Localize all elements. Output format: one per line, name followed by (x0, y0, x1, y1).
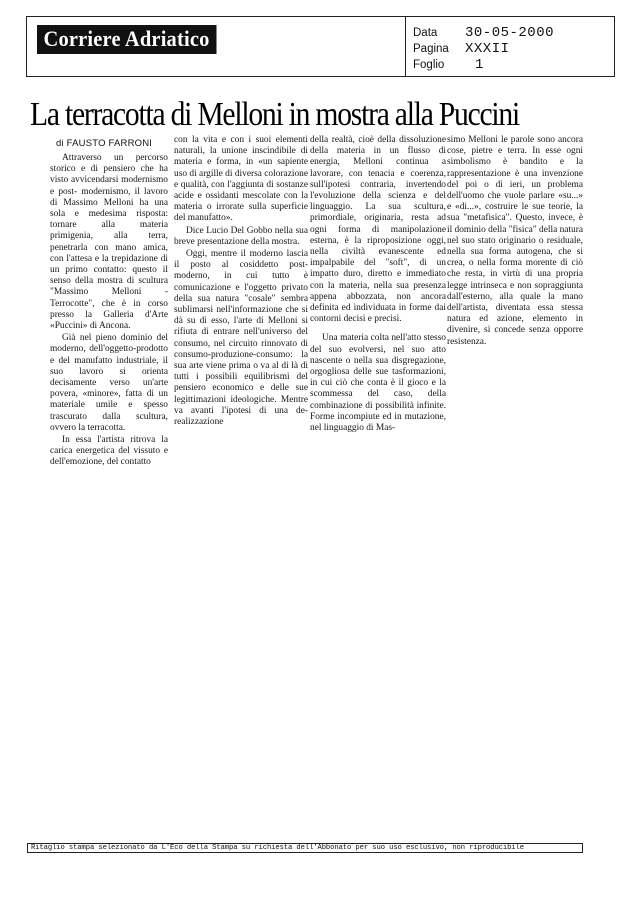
newspaper-masthead: Corriere Adriatico (37, 25, 216, 54)
article-byline: di FAUSTO FARRONI (56, 138, 153, 149)
paragraph: Oggi, mentre il moderno lascia il posto al cosiddetto post-moderno, in cui tutto è comunicazione e l'oggetto privato della sua natura "cosale" sembra sublimarsi nell'informazione che si dà su di esso, l'arte di Melloni si rifiuta di entrare nell'universo del consumo, nel circuito rinnovato di consumo-produzione-consumo: la sua arte viene prima o va al di là di tutti i possibili equilibrismi del pensiero economico e delle sue legittimazioni ideologiche. Mentre va avanti l'ipotesi di una de-realizzazione (174, 249, 308, 428)
pagina-label: Pagina (413, 43, 449, 55)
copyright-notice: Ritaglio stampa selezionato da L'Eco della Stampa su richiesta dell'Abbonato per suo uso esclusivo, non riproducibile (31, 844, 524, 852)
paragraph: Attraverso un percorso storico e di pensiero che ha visto avvicendarsi modernismo e post- modernismo, il lavoro di Massimo Melloni ha una sola e medesima risposta: tornare alla materia primigenia, alla terra, penetrarla con mano amica, con l'attesa e la trepidazione di un primo contatto: questo il senso della mostra di scultura "Massimo Melloni - Terrocotte", che è in corso presso la Galleria d'Arte «Puccini» di Ancona. (50, 153, 168, 332)
meta-row-foglio (413, 57, 613, 73)
article-column-1 (50, 153, 168, 470)
data-label: Data (413, 27, 438, 39)
article-column-3 (310, 135, 446, 435)
foglio-label: Foglio (413, 59, 445, 71)
meta-row-data (413, 25, 613, 41)
pagina-value: XXXII (465, 41, 510, 57)
data-value: 30-05-2000 (465, 25, 555, 41)
clipping-header (26, 16, 615, 77)
clipping-metadata (413, 25, 613, 73)
paragraph: Già nel pieno dominio del moderno, dell'oggetto-prodotto e del manufatto industriale, il suo lavoro si orienta decisamente verso un'arte povera, «minore», fatta di un materiale umile e spesso trascurato dalla scultura, ovvero la terracotta. (50, 333, 168, 433)
paragraph: simo Melloni le parole sono ancora cose, pietre e terra. In esse ogni simbolismo è bandito e la rappresentazione è una invenzione del poi o di ieri, un problema dell'uomo che vuole parlare «su...» e «di...», costruire le sue teorie, la sua "metafisica". Questo, invece, è il dominio della "fisica" della natura nel suo stato originario o residuale, nella sua forma autogena, che si crea, o nella forma morente di ciò che resta, in virtù di una propria legge intrinseca e non sopraggiunta dall'esterno, alla quale la mano dell'artista, diventata essa stessa natura ed azione, elemento in divenire, si concede senza opporre resistenza. (447, 135, 583, 347)
article-headline: La terracotta di Melloni in mostra alla Puccini (30, 96, 519, 133)
paragraph: con la vita e con i suoi elementi naturali, la unione inscindibile di materia e forma, in «un sapiente uso di argille di diversa colorazione e qualità, con l'aggiunta di sostanze acide e ossidanti mescolate con la materia o irrorate sulla superficie del manufatto». (174, 135, 308, 224)
paragraph: Dice Lucio Del Gobbo nella sua breve presentazione della mostra. (174, 225, 308, 247)
article-column-2 (174, 135, 308, 429)
paragraph: In essa l'artista ritrova la carica energetica del vissuto e dell'emozione, del contatto (50, 435, 168, 468)
clipping-footer (27, 843, 583, 853)
header-divider (405, 17, 406, 76)
article-column-4 (447, 135, 583, 349)
meta-row-pagina (413, 41, 613, 57)
paragraph: Una materia colta nell'atto stesso del suo evolversi, nel suo atto nascente o nella sua disgregazione, orgogliosa delle sue tasformazioni, in cui ciò che conta è il gioco e la scommessa del caso, della combinazione di possibilità infinite. Forme incompiute ed in mutazione, nel linguaggio di Mas- (310, 333, 446, 434)
foglio-value: 1 (475, 57, 484, 73)
paragraph: della realtà, cioè della dissoluzione della materia in un flusso di energia, Melloni continua a lavorare, con tenacia e coerenza, sull'ipotesi contraria, invertendo l'evoluzione della scienza e del linguaggio. La sua scultura, primordiale, originaria, resta ad ogni forma di manipolazione esterna, è la riproposizione oggi, nella civiltà evanescente ed impalpabile del "soft", di un impatto duro, diretto e immediato con la materia, nella sua presenza appena abbozzata, non ancora definita ed individuata in forme dai contorni decisi e precisi. (310, 135, 446, 325)
